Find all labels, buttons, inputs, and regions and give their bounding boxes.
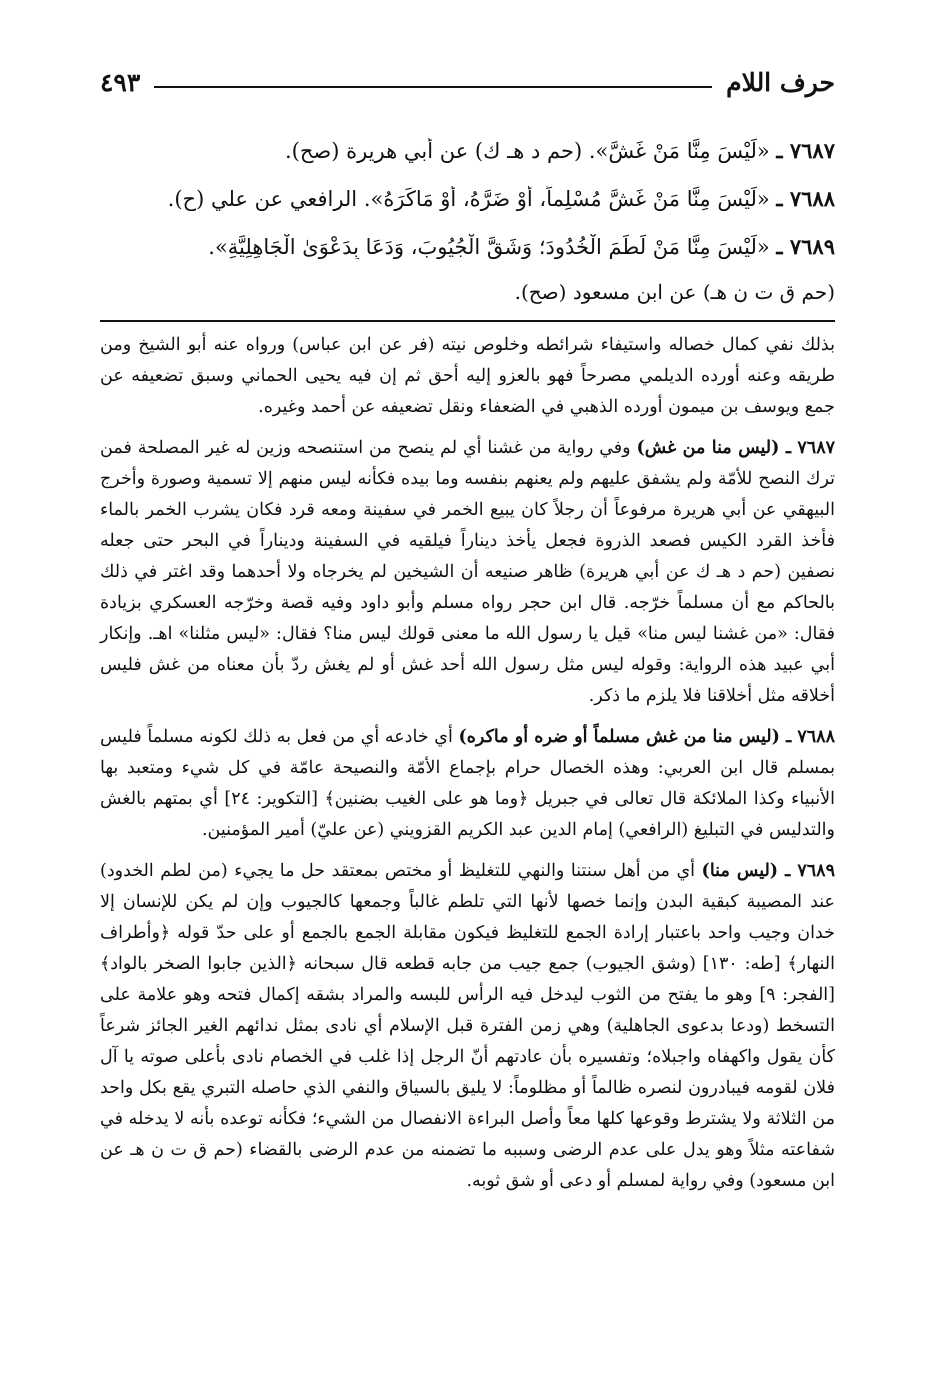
paragraph-lead: ٧٦٨٧ ـ (ليس منا من غش) xyxy=(636,438,836,458)
paragraph-text: أي خادعه أي من فعل به ذلك لكونه مسلماً فليس بمسلم قال ابن العربي: وهذه الخصال حرام بإجماع الأمّة والنصيحة عامّة في كل شيء ومتعبد بها الأنبياء وكذا الملائكة قال تعالى في جبريل ﴿وما هو على الغيب بضنين﴾ [التكوير: ٢٤] أي بمتهم بالغش والتدليس في التبليغ (الرافعي) إمام الدين عبد الكريم القزويني (عن عليّ) أمير المؤمنين. xyxy=(100,727,835,840)
hadith-7689-source: (حم ق ت ن هـ) عن ابن مسعود (صح). xyxy=(514,280,835,304)
commentary-paragraph xyxy=(100,722,835,846)
chapter-title: حرف اللام xyxy=(726,67,835,97)
page-number: ٤٩٣ xyxy=(100,67,141,97)
paragraph-lead: ٧٦٨٨ ـ (ليس منا من غش مسلماً أو ضره أو ماكره) xyxy=(458,727,835,747)
paragraph-lead: ٧٦٨٩ ـ (ليس منا) xyxy=(701,861,835,881)
hadith-7688 xyxy=(100,186,835,211)
hadith-number: ٧٦٨٩ ـ xyxy=(776,234,835,259)
commentary-paragraph xyxy=(100,330,835,423)
paragraph-text: بذلك نفي كمال خصاله واستيفاء شرائطه وخلوص نيته (فر عن ابن عباس) ورواه عنه أبو الشيخ ومن طريقه وعنه أورده الديلمي مصرحاً فهو بالعزو إليه أحق ثم إن فيه يحيى الحماني وسبق تضعيفه عن جمع ويوسف بن ميمون أورده الذهبي في الضعفاء ونقل تضعيفه عن أحمد وغيره. xyxy=(100,335,835,417)
section-divider xyxy=(100,320,835,322)
hadith-7689 xyxy=(100,234,835,259)
header-rule xyxy=(154,86,712,88)
paragraph-text: وفي رواية من غشنا أي لم ينصح من استنصحه وزين له غير المصلحة فمن ترك النصح للأمّة ولم يشفق عليهم ولم يعنهم بنفسه وما بيده فكأنه ليس منهم إلا تسمية وصورة وأخرج البيهقي عن أبي هريرة مرفوعاً أن رجلاً كان يبيع الخمر في سفينة ومعه قرد فكان يشرب الخمر بالماء فأخذ القرد الكيس فصعد الذروة فجعل يأخذ ديناراً فيلقيه في السفينة وديناراً في البحر حتى جعله نصفين (حم د هـ ك عن أبي هريرة) ظاهر صنيعه أن الشيخين لم يخرجاه ولا أحدهما وقد اغتر في ذلك بالحاكم مع أن مسلماً خرّجه. قال ابن حجر رواه مسلم وأبو داود وفيه قصة وخرّجه العسكري بزيادة فقال: «من غشنا ليس منا» قيل يا رسول الله ما معنى قولك ليس منا؟ فقال: «ليس مثلنا» اهـ. وإنكار أبي عبيد هذه الرواية: وقوله ليس مثل رسول الله أحد غش أو لم يغش ردّ بأن معناه من غش فليس أخلاقه مثل أخلاقنا فلا يلزم ما ذكر. xyxy=(100,438,835,706)
commentary-paragraph xyxy=(100,856,835,1197)
hadith-text: «لَيْسَ مِنَّا مَنْ لَطَمَ الْخُدُودَ؛ وَشَقَّ الْجُيُوبَ، وَدَعَا بِدَعْوَىٰ الْجَاهِلِيَّةِ». xyxy=(208,235,770,259)
hadith-text: «لَيْسَ مِنَّا مَنْ غَشَّ مُسْلِماً، أَوْ ضَرَّهُ، أَوْ مَاكَرَهُ». الرافعي عن علي (ح). xyxy=(167,187,770,211)
hadith-number: ٧٦٨٧ ـ xyxy=(776,138,835,163)
commentary xyxy=(100,330,835,1207)
paragraph-text: أي من أهل سنتنا والنهي للتغليظ أو مختص بمعتقد حل ما يجيء (من لطم الخدود) عند المصيبة كبقية البدن وإنما خصها لأنها التي تلطم غالباً وجمعها كالجيوب وإن لم يكن للإنسان إلا خدان وجيب واحد باعتبار إرادة الجمع للتغليظ فيكون مقابلة الجمع بالجمع أو على حدّ قوله ﴿وأطراف النهار﴾ [طه: ١٣٠] (وشق الجيوب) جمع جيب من جابه قطعه قال سبحانه ﴿الذين جابوا الصخر بالواد﴾ [الفجر: ٩] وهو ما يفتح من الثوب ليدخل فيه الرأس للبسه والمراد بشقه إكمال فتحه وهو علامة على التسخط (ودعا بدعوى الجاهلية) وهي زمن الفترة قبل الإسلام أي نادى بمثل ندائهم الغير الجائز شرعاً كأن يقول واكهفاه واجبلاه؛ وتفسيره بأن عادتهم أنّ الرجل إذا غلب في الخصام نادى بأعلى صوته يا آل فلان لقومه فيبادرون لنصره ظالماً أو مظلوماً: لا يليق بالسياق والنفي الذي حاصله التبري يقع بكل واحد من الثلاثة ولا يشترط وقوعها كلها معاً وأصل البراءة الانفصال من الشيء؛ فكأنه توعده بأنه لا يدخله في شفاعته مثلاً وهو يدل على عدم الرضى وسببه ما تضمنه من عدم الرضى بالقضاء (حم ق ت ن هـ عن ابن مسعود) وفي رواية لمسلم أو دعى أو شق ثوبه. xyxy=(100,861,835,1191)
running-header xyxy=(100,62,835,102)
hadith-text: «لَيْسَ مِنَّا مَنْ غَشَّ». (حم د هـ ك) عن أبي هريرة (صح). xyxy=(284,139,770,163)
hadith-7687 xyxy=(100,138,835,163)
hadith-number: ٧٦٨٨ ـ xyxy=(776,186,835,211)
commentary-paragraph xyxy=(100,433,835,712)
